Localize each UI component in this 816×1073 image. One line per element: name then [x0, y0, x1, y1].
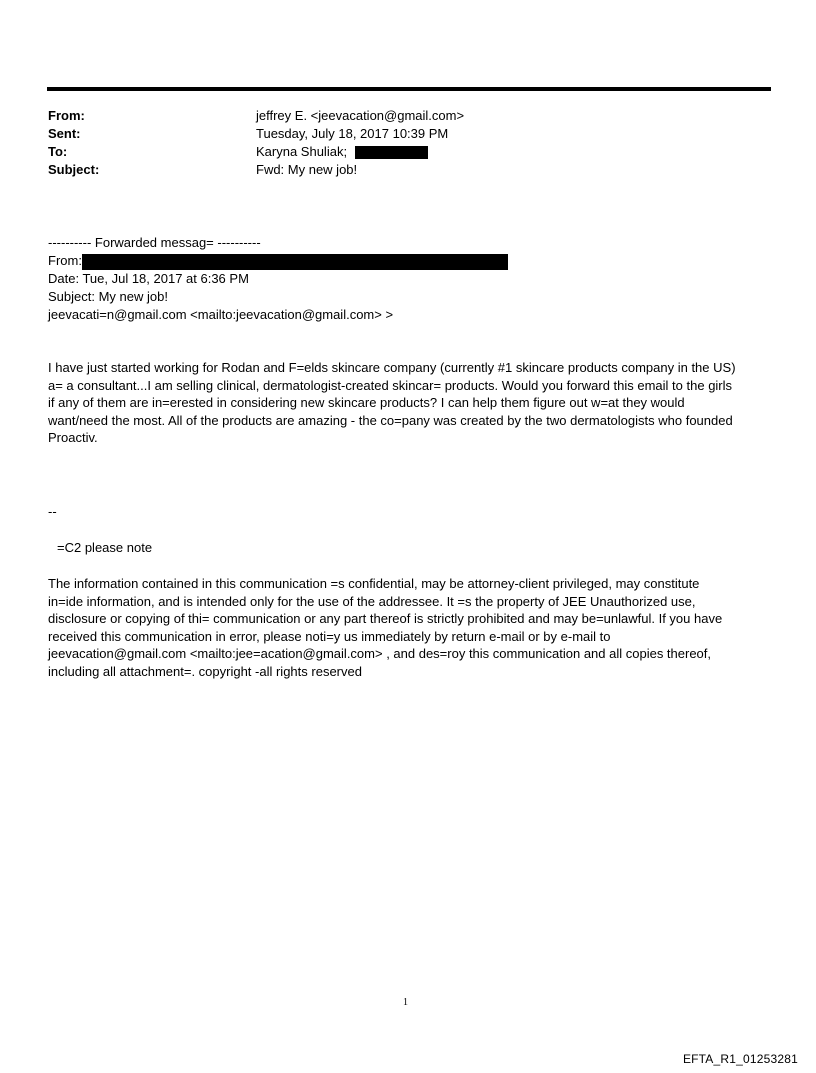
bates-number: EFTA_R1_01253281 [682, 1052, 798, 1066]
from-value: jeffrey E. <jeevacation@gmail.com> [256, 108, 465, 123]
disclaimer-line: jeevacation@gmail.com <mailto:jee=acation@gmail.com> , and des=roy this communication and all copies thereof, [48, 646, 712, 661]
body-line: if any of them are in=erested in considering new skincare products? I can help them figure out w=at they would [48, 395, 685, 410]
redaction-box [355, 146, 428, 159]
to-label: To: [48, 144, 68, 159]
subject-label: Subject: [48, 162, 100, 177]
disclaimer-line: in=ide information, and is intended only for the use of the addressee. It =s the property of JEE Unauthorized use, [48, 593, 696, 609]
redaction-box [82, 254, 508, 270]
disclaimer-line: disclosure or copying of thi= communication or any part thereof is strictly prohibited and may be=unlawful. If you have [48, 611, 723, 626]
forwarded-from-row [48, 253, 508, 270]
sent-label: Sent: [48, 126, 81, 141]
disclaimer-line: received this communication in error, please noti=y us immediately by return e-mail or by e-mail to [48, 628, 611, 644]
body-paragraph [48, 359, 778, 447]
signature-note: =C2 please note [57, 540, 153, 555]
disclaimer-line: including all attachment=. copyright -all rights reserved [48, 663, 362, 679]
subject-value: Fwd: My new job! [256, 162, 358, 177]
body-line: a= a consultant...I am selling clinical, dermatologist-created skincar= products. Would you forward this email to the girls [48, 377, 733, 393]
header-rule [47, 87, 771, 91]
disclaimer-paragraph [48, 575, 778, 680]
forwarded-subject: Subject: My new job! [48, 289, 168, 304]
sent-value: Tuesday, July 18, 2017 10:39 PM [256, 126, 449, 141]
from-label: From: [48, 108, 85, 123]
forwarded-to-line: jeevacati=n@gmail.com <mailto:jeevacation@gmail.com> > [48, 307, 394, 322]
disclaimer-line: The information contained in this communication =s confidential, may be attorney-client privileged, may constitute [48, 576, 700, 591]
forwarded-date: Date: Tue, Jul 18, 2017 at 6:36 PM [48, 271, 249, 286]
page-number: 1 [403, 997, 408, 1008]
to-value: Karyna Shuliak; [256, 144, 348, 159]
body-line: Proactiv. [48, 430, 98, 445]
body-line: I have just started working for Rodan and F=elds skincare company (currently #1 skincare products company in the US) [48, 360, 736, 375]
forwarded-separator: ---------- Forwarded messag= ---------- [48, 235, 261, 250]
body-line: want/need the most. All of the products are amazing - the co=pany was created by the two dermatologists who founded [48, 412, 733, 428]
forwarded-from-label: From: [48, 253, 82, 268]
signature-dashes: -- [48, 504, 57, 519]
to-value-row [256, 144, 428, 160]
